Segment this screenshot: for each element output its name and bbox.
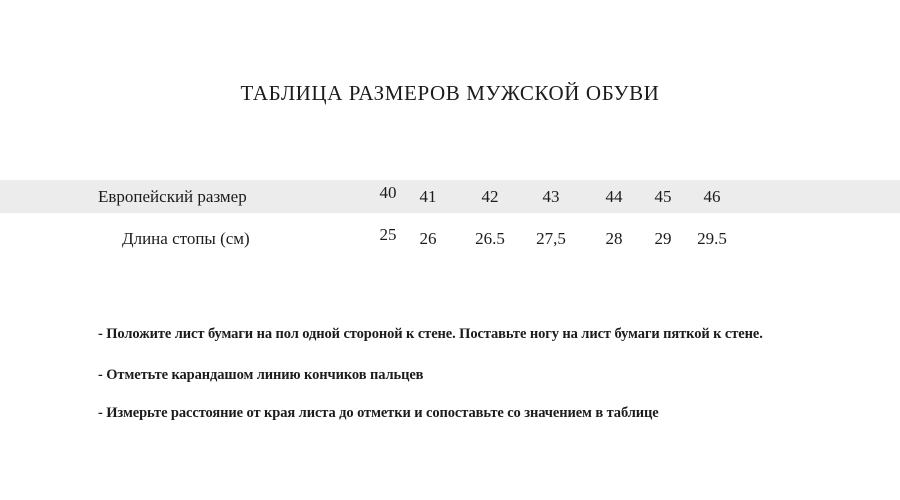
foot-length-value: 28 [605,229,623,248]
table-row-foot-length [0,222,900,255]
foot-length-value: 26.5 [475,229,505,248]
euro-size-value: 42 [481,187,499,206]
row-label-euro-size: Европейский размер [98,187,247,206]
instruction-line-2: - Отметьте карандашом линию кончиков пальцев [98,367,424,383]
row-label-foot-length: Длина стопы (см) [122,229,250,248]
foot-length-value: 29.5 [697,229,727,248]
instruction-line-3: - Измерьте расстояние от края листа до отметки и сопоставьте со значением в таблице [98,405,659,421]
euro-size-value: 44 [605,187,623,206]
table-row-euro-size [0,180,900,213]
foot-length-value: 29 [654,229,672,248]
foot-length-value: 25 [379,225,397,244]
euro-size-value: 45 [654,187,672,206]
euro-size-value: 41 [419,187,437,206]
foot-length-value: 26 [419,229,437,248]
euro-size-value: 43 [542,187,560,206]
foot-length-value: 27,5 [536,229,566,248]
euro-size-value: 40 [379,183,397,202]
instruction-line-1: - Положите лист бумаги на пол одной стороной к стене. Поставьте ногу на лист бумаги пяткой к стене. [98,326,763,342]
page-title: ТАБЛИЦА РАЗМЕРОВ МУЖСКОЙ ОБУВИ [240,81,660,105]
euro-size-value: 46 [703,187,721,206]
